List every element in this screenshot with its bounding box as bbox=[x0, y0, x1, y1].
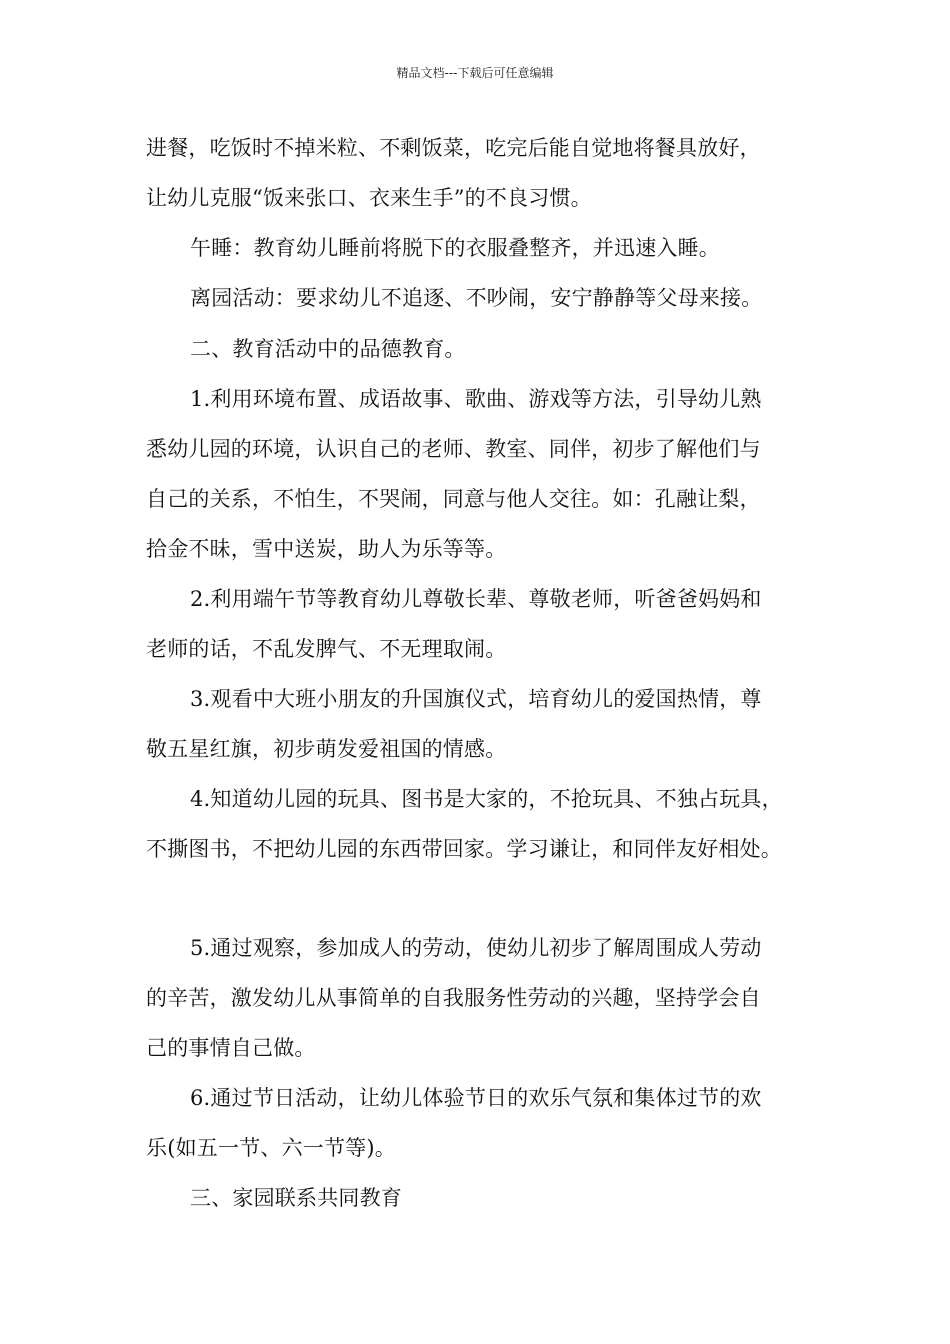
text-line: 乐(如五一节、六一节等)。 bbox=[146, 1136, 396, 1160]
text-line: 老师的话，不乱发脾气、不无理取闹。 bbox=[146, 637, 507, 661]
text-line: 拾金不昧，雪中送炭，助人为乐等等。 bbox=[146, 537, 507, 561]
page-header: 精品文档---下载后可任意编辑 bbox=[396, 66, 554, 80]
text-line: 己的事情自己做。 bbox=[146, 1036, 316, 1060]
text-line: 2.利用端午节等教育幼儿尊敬长辈、尊敬老师，听爸爸妈妈和 bbox=[190, 587, 762, 611]
text-line: 3.观看中大班小朋友的升国旗仪式，培育幼儿的爱国热情，尊 bbox=[190, 687, 762, 711]
text-line: 敬五星红旗，初步萌发爱祖国的情感。 bbox=[146, 737, 507, 761]
text-line: 4.知道幼儿园的玩具、图书是大家的，不抢玩具、不独占玩具， bbox=[190, 787, 783, 811]
text-line: 的辛苦，激发幼儿从事简单的自我服务性劳动的兴趣，坚持学会自 bbox=[146, 986, 761, 1010]
text-line: 悉幼儿园的环境，认识自己的老师、教室、同伴，初步了解他们与 bbox=[146, 437, 761, 461]
text-line: 5.通过观察，参加成人的劳动，使幼儿初步了解周围成人劳动 bbox=[190, 936, 762, 960]
text-line: 1.利用环境布置、成语故事、歌曲、游戏等方法，引导幼儿熟 bbox=[190, 387, 762, 411]
text-line: 自己的关系，不怕生，不哭闹，同意与他人交往。如：孔融让梨， bbox=[146, 487, 761, 511]
text-line: 进餐，吃饭时不掉米粒、不剩饭菜，吃完后能自觉地将餐具放好， bbox=[146, 136, 761, 160]
section-heading: 二、教育活动中的品德教育。 bbox=[190, 337, 466, 361]
text-line: 不撕图书，不把幼儿园的东西带回家。学习谦让，和同伴友好相处。 bbox=[146, 837, 782, 861]
text-line: 让幼儿克服“饭来张口、衣来生手”的不良习惯。 bbox=[146, 186, 592, 210]
text-line: 6.通过节日活动，让幼儿体验节日的欢乐气氛和集体过节的欢 bbox=[190, 1086, 762, 1110]
section-heading: 三、家园联系共同教育 bbox=[190, 1186, 402, 1210]
text-line: 离园活动：要求幼儿不追逐、不吵闹，安宁静静等父母来接。 bbox=[190, 286, 763, 310]
text-line: 午睡：教育幼儿睡前将脱下的衣服叠整齐，并迅速入睡。 bbox=[190, 236, 720, 260]
